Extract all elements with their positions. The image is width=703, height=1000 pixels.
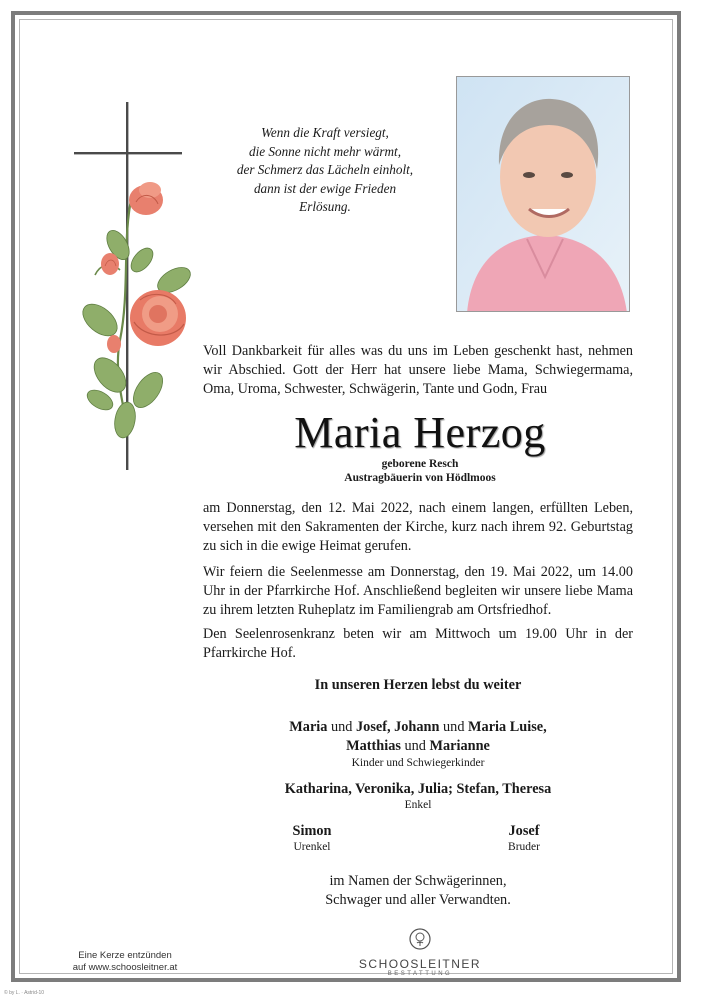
- poem-line: die Sonne nicht mehr wärmt,: [248, 143, 401, 159]
- family-name: Matthias: [346, 738, 401, 754]
- great-grandchild-relation: Urenkel: [293, 841, 331, 853]
- closing-line: im Namen der Schwägerinnen,: [329, 873, 507, 889]
- candle-line: Eine Kerze entzünden: [78, 950, 172, 961]
- paragraph-rosary: Den Seelenrosenkranz beten wir am Mittwoch um 19.00 Uhr in der Pfarrkirche Hof.: [203, 626, 633, 661]
- family-name: Maria Luise,: [468, 719, 547, 735]
- maiden-name: geborene Resch: [381, 458, 459, 470]
- conjunction: und: [404, 738, 426, 754]
- title-line: Austragbäuerin von Hödlmoos: [344, 472, 496, 484]
- conjunction: und: [330, 719, 353, 735]
- paragraph-mass: Wir feiern die Seelenmesse am Donnerstag, den 19. Mai 2022, um 14.00 Uhr in der Pfarrkirche Hof. Anschließend begleiten wir unsere liebe Mama zu ihrem letzten Ruheplatz im Familiengrab am Ortsfriedhof.: [203, 564, 633, 618]
- intro-text: Voll Dankbarkeit für alles was du uns im Leben geschenkt hast, nehmen wir Abschied. Gott der Herr hat unsere liebe Mama, Schwiegermama, Oma, Uroma, Schwester, Schwägerin, Tante und Godn, Frau: [203, 343, 633, 397]
- poem: [205, 124, 445, 217]
- logo-subtitle: BESTATTUNG: [387, 971, 453, 977]
- grandchildren-relation: Enkel: [404, 799, 432, 811]
- children-relation: Kinder und Schwiegerkinder: [351, 757, 485, 769]
- deceased-name: Maria Herzog: [294, 408, 546, 457]
- poem-line: Erlösung.: [299, 199, 351, 215]
- candle-link[interactable]: [40, 950, 210, 974]
- great-grandchild-name: Simon: [292, 823, 332, 839]
- cross-roses-illustration: [70, 100, 200, 475]
- motto: In unseren Herzen lebst du weiter: [314, 677, 522, 693]
- brother-relation: Bruder: [508, 841, 540, 853]
- logo-name: SCHOOSLEITNER: [358, 957, 482, 971]
- rose-bud-small: [101, 253, 119, 275]
- conjunction: und: [443, 719, 465, 735]
- funeral-home-logo: [340, 928, 500, 977]
- poem-line: dann ist der ewige Frieden: [253, 180, 397, 196]
- family-name: Maria: [289, 719, 328, 735]
- paragraph-death: am Donnerstag, den 12. Mai 2022, nach einem langen, erfüllten Leben, versehen mit den Sakramenten der Kirche, kurz nach ihrem 92. Geburtstag zu sich in die ewige Heimat gerufen.: [203, 500, 633, 554]
- family-name: Josef, Johann: [356, 719, 440, 735]
- children-names: [203, 718, 633, 756]
- rose-bloom-large: [130, 290, 186, 346]
- footer-code: © by L. · Astrid-10: [4, 990, 45, 996]
- rose-logo-icon: [409, 928, 431, 950]
- closing-text: [203, 872, 633, 910]
- candle-url[interactable]: auf www.schoosleitner.at: [72, 962, 178, 973]
- family-name: Marianne: [429, 738, 490, 754]
- poem-line: Wenn die Kraft versiegt,: [261, 125, 389, 140]
- poem-line: der Schmerz das Lächeln einholt,: [236, 162, 414, 178]
- rose-bud-lower: [107, 335, 121, 353]
- grandchildren-names: Katharina, Veronika, Julia; Stefan, Theresa: [284, 781, 552, 797]
- closing-line: Schwager und aller Verwandten.: [325, 892, 511, 908]
- portrait-photo: [456, 76, 630, 312]
- brother-name: Josef: [508, 823, 540, 839]
- rose-bud-top: [129, 182, 163, 215]
- cross-horizontal-bar: [74, 152, 182, 154]
